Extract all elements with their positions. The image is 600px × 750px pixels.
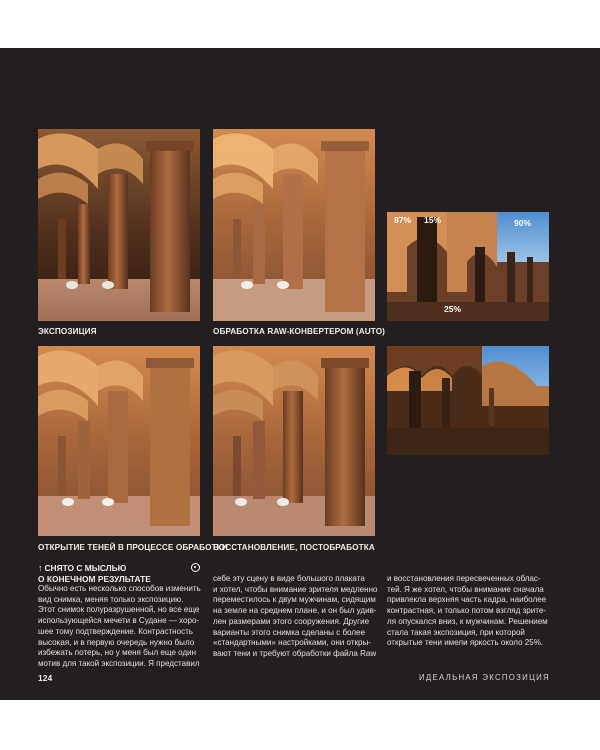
body-column-1: Обычно есть несколько способов изменить вид снимка, меняя только экспозицию. Этот снимок полуразрушенной, но все еще использующейся мечети в Судане — хоро- шее тому подтверждение. Контрастность высокая, и в первую очередь нужно было избежать потерь, но у меня был еще один мотив для такой экспозиции. Я представил: [38, 584, 201, 668]
photo-zones: [387, 212, 549, 321]
photo-wide-arcade: [387, 346, 549, 455]
body-column-3: и восстановления пересвеченных облас- тей. Я же хотел, чтобы внимание сначала привлекла верхняя часть кадра, наиболее контрастная, и только потом взгляд зрите- ля опускался вниз, к мужчинам. Решением стала такая экспозиция, при которой открытые тени имели яркость около 25%.: [387, 574, 548, 648]
caption-restore: ВОССТАНОВЛЕНИЕ, ПОСТОБРАБОТКА: [213, 543, 375, 552]
photo-exposure: [38, 129, 200, 321]
sidebar-heading: [38, 563, 208, 584]
photo-shadows-opened: [38, 346, 200, 536]
arrow-up-icon: ↑: [38, 563, 43, 573]
zone-label-90: 90%: [514, 218, 532, 228]
caption-exposure: ЭКСПОЗИЦИЯ: [38, 327, 97, 336]
photo-raw-auto: [213, 129, 375, 321]
page-number: 124: [38, 673, 53, 683]
caption-raw-auto: ОБРАБОТКА RAW-КОНВЕРТЕРОМ (AUTO): [213, 327, 385, 336]
sidebar-heading-line1: СНЯТО С МЫСЛЬЮ: [44, 563, 127, 573]
sidebar-heading-line2: О КОНЕЧНОМ РЕЗУЛЬТАТЕ: [38, 573, 151, 584]
running-head: ИДЕАЛЬНАЯ ЭКСПОЗИЦИЯ: [419, 673, 550, 682]
zone-label-25: 25%: [444, 304, 462, 314]
photo-restore: [213, 346, 375, 536]
zone-label-87: 87%: [394, 215, 412, 225]
body-column-2: себе эту сцену в виде большого плаката и хотел, чтобы внимание зрителя медленно переместилось к двум мужчинам, сидящим на земле на среднем плане, и он был удив- лен размерами этого сооружения. Другие варианты этого снимка сделаны с более «стандартными» настройками, они откры- вают тени и требуют обработки файла Raw: [213, 574, 378, 658]
caption-shadows: ОТКРЫТИЕ ТЕНЕЙ В ПРОЦЕССЕ ОБРАБОТКИ: [38, 543, 228, 552]
zone-label-15: 15%: [424, 215, 442, 225]
copyright-circle-icon: [191, 563, 200, 572]
